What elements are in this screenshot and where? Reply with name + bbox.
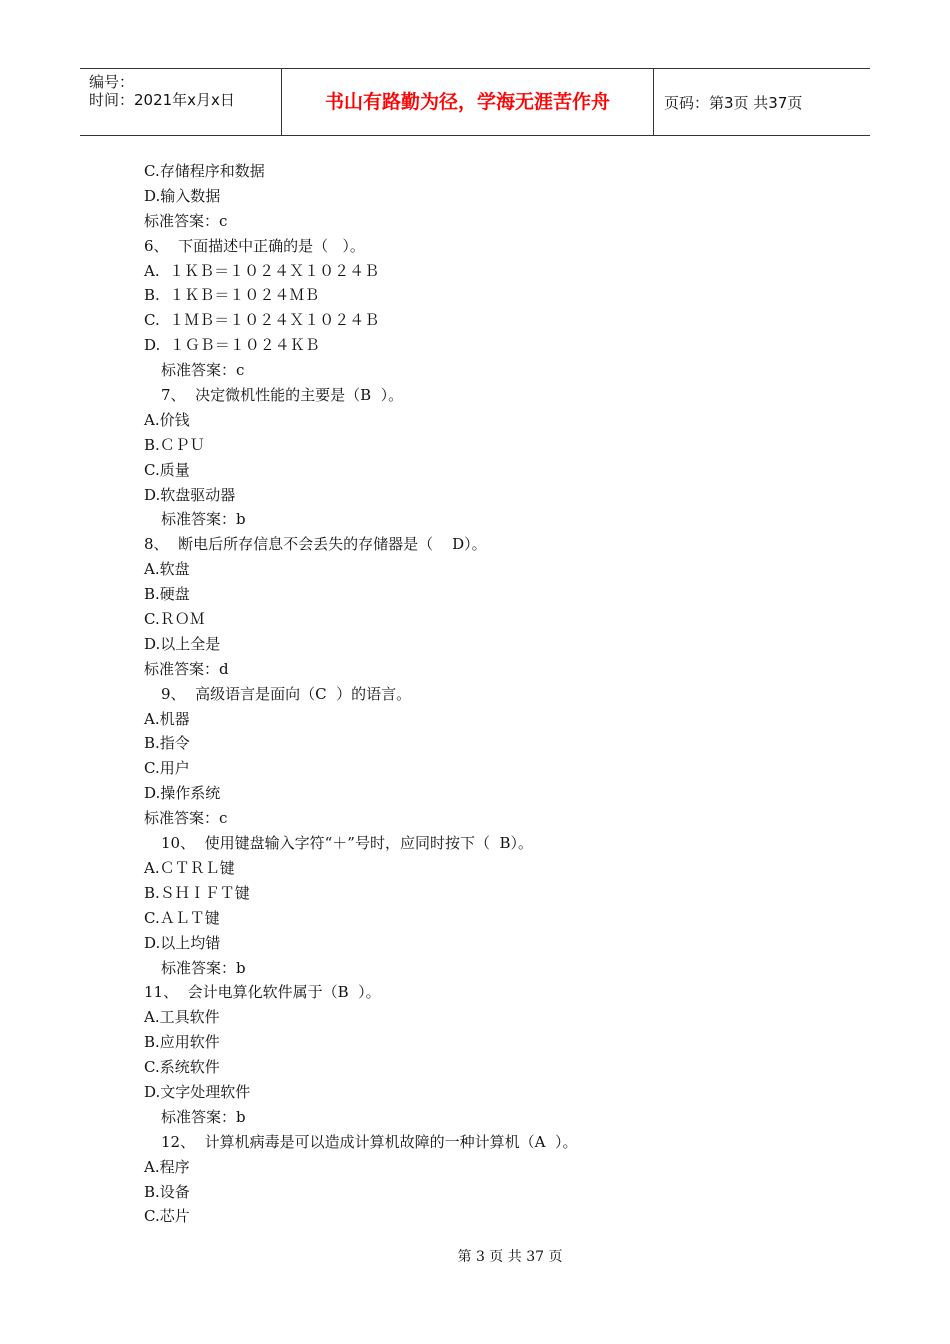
document-body bbox=[0, 159, 950, 1229]
text-line: D.以上均错 bbox=[144, 933, 221, 952]
text-line: A.工具软件 bbox=[144, 1008, 220, 1027]
text-line: C.芯片 bbox=[144, 1207, 190, 1226]
text-line: 标准答案：c bbox=[161, 361, 245, 380]
text-line: 9、 高级语言是面向（C ）的语言。 bbox=[161, 684, 412, 703]
text-line: 10、 使用键盘输入字符“＋”号时，应同时按下（ B）。 bbox=[161, 834, 534, 853]
text-line: A.软盘 bbox=[144, 560, 190, 579]
text-line: C. １ＭＢ＝１０２４Ｘ１０２４Ｂ bbox=[144, 311, 380, 330]
text-line: 8、 断电后所存信息不会丢失的存储器是（ D）。 bbox=[144, 535, 487, 554]
text-line: D.以上全是 bbox=[144, 634, 221, 653]
text-line: C.ＲＯＭ bbox=[144, 610, 205, 629]
text-line: A.程序 bbox=[144, 1157, 190, 1176]
text-line: B.应用软件 bbox=[144, 1033, 220, 1052]
header-meta-cell bbox=[80, 69, 282, 135]
text-line: 标准答案：c bbox=[144, 211, 228, 230]
header-page-info: 页码：第3页 共37页 bbox=[664, 94, 803, 112]
text-line: 6、 下面描述中正确的是（ ）。 bbox=[144, 236, 365, 255]
text-line: 标准答案：c bbox=[144, 809, 228, 828]
text-line: B.ＳＨＩＦＴ键 bbox=[144, 883, 250, 902]
text-line: 11、 会计电算化软件属于（B ）。 bbox=[144, 983, 381, 1002]
text-line: C.ＡＬＴ键 bbox=[144, 908, 220, 927]
text-line: 标准答案：d bbox=[144, 659, 229, 678]
text-line: D.输入数据 bbox=[144, 186, 221, 205]
text-line: A.价钱 bbox=[144, 410, 190, 429]
text-line: C.质量 bbox=[144, 460, 190, 479]
text-line: 标准答案：b bbox=[161, 510, 246, 529]
text-line: C.用户 bbox=[144, 759, 190, 778]
text-line: D.文字处理软件 bbox=[144, 1082, 251, 1101]
text-line: 7、 决定微机性能的主要是（B ）。 bbox=[161, 386, 404, 405]
text-line: A. １ＫＢ＝１０２４Ｘ１０２４Ｂ bbox=[144, 261, 380, 280]
text-line: A.机器 bbox=[144, 709, 190, 728]
text-line: D.操作系统 bbox=[144, 784, 221, 803]
text-line: D.软盘驱动器 bbox=[144, 485, 236, 504]
header-motto: 书山有路勤为径，学海无涯苦作舟 bbox=[282, 69, 654, 135]
text-line: 标准答案：b bbox=[161, 1107, 246, 1126]
text-line: 标准答案：b bbox=[161, 958, 246, 977]
text-line: B.ＣＰＵ bbox=[144, 435, 205, 454]
text-line: B.硬盘 bbox=[144, 585, 190, 604]
text-line: 12、 计算机病毒是可以造成计算机故障的一种计算机（A ）。 bbox=[161, 1132, 578, 1151]
document-number-label: 编号： bbox=[89, 73, 135, 91]
text-line: B.指令 bbox=[144, 734, 190, 753]
page-header bbox=[80, 68, 870, 136]
text-line: B.设备 bbox=[144, 1182, 190, 1201]
text-line: A.ＣＴＲＬ键 bbox=[144, 858, 235, 877]
document-date-label: 时间：2021年x月x日 bbox=[89, 91, 235, 109]
text-line: C.存储程序和数据 bbox=[144, 162, 265, 180]
page-footer: 第 3 页 共 37 页 bbox=[457, 1249, 563, 1265]
text-line: D. １ＧＢ＝１０２４ＫＢ bbox=[144, 336, 320, 355]
text-line: C.系统软件 bbox=[144, 1058, 220, 1077]
text-line: B. １ＫＢ＝１０２４ＭＢ bbox=[144, 286, 320, 305]
